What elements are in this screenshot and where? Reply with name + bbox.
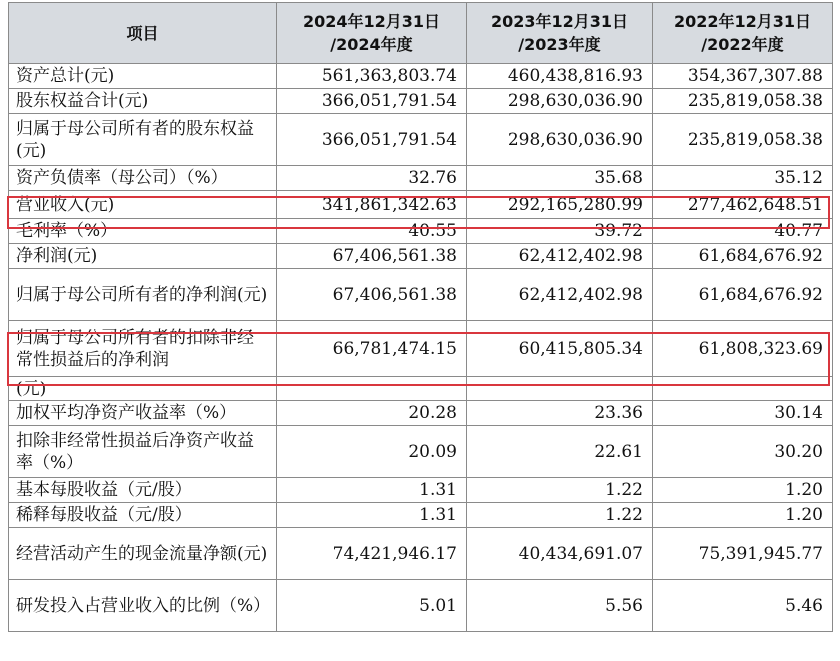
table-row-highlighted [9, 321, 833, 377]
table-row [9, 269, 833, 321]
value-2022: 1.20 [653, 478, 833, 503]
value-2023: 62,412,402.98 [467, 244, 653, 269]
header-2024-text: 2024年12月31日 /2024年度 [302, 12, 441, 54]
value-2023: 22.61 [467, 426, 653, 478]
row-label: 营业收入(元) [9, 191, 277, 219]
row-label: 净利润(元) [9, 244, 277, 269]
value-2023: 292,165,280.99 [467, 191, 653, 219]
value-2024: 74,421,946.17 [277, 528, 467, 580]
row-label: 扣除非经常性损益后净资产收益率（%） [9, 426, 277, 478]
value-2022: 1.20 [653, 503, 833, 528]
value-2022: 235,819,058.38 [653, 89, 833, 114]
value-2023: 298,630,036.90 [467, 89, 653, 114]
header-2023-text: 2023年12月31日 /2023年度 [490, 12, 629, 54]
value-2024: 366,051,791.54 [277, 89, 467, 114]
header-2022-text: 2022年12月31日 /2022年度 [673, 12, 812, 54]
row-label: 股东权益合计(元) [9, 89, 277, 114]
table-row [9, 478, 833, 503]
value-2023: 40,434,691.07 [467, 528, 653, 580]
value-2022: 61,684,676.92 [653, 244, 833, 269]
table-row [9, 89, 833, 114]
row-label: 归属于母公司所有者的净利润(元) [9, 269, 277, 321]
header-row [9, 3, 833, 64]
row-label: 经营活动产生的现金流量净额(元) [9, 528, 277, 580]
header-item-text: 项目 [126, 23, 159, 43]
value-2022: 35.12 [653, 166, 833, 191]
value-2022: 30.14 [653, 401, 833, 426]
value-2024: 366,051,791.54 [277, 114, 467, 166]
value-2023: 5.56 [467, 580, 653, 632]
financial-table [8, 2, 833, 632]
value-2022: 40.77 [653, 219, 833, 244]
value-2024: 561,363,803.74 [277, 64, 467, 89]
header-item [9, 3, 277, 64]
row-label: 毛利率（%） [9, 219, 277, 244]
row-label: 稀释每股收益（元/股） [9, 503, 277, 528]
value-2022: 61,808,323.69 [653, 321, 833, 377]
value-2024 [277, 377, 467, 401]
table-row [9, 244, 833, 269]
value-2024: 32.76 [277, 166, 467, 191]
value-2022: 235,819,058.38 [653, 114, 833, 166]
value-2022: 30.20 [653, 426, 833, 478]
value-2022 [653, 377, 833, 401]
row-label: (元) [9, 377, 277, 401]
value-2023: 35.68 [467, 166, 653, 191]
value-2023: 62,412,402.98 [467, 269, 653, 321]
value-2022: 5.46 [653, 580, 833, 632]
value-2022: 75,391,945.77 [653, 528, 833, 580]
row-label: 研发投入占营业收入的比例（%） [9, 580, 277, 632]
row-label: 归属于母公司所有者的股东权益(元) [9, 114, 277, 166]
value-2022: 277,462,648.51 [653, 191, 833, 219]
row-label: 基本每股收益（元/股） [9, 478, 277, 503]
value-2023: 60,415,805.34 [467, 321, 653, 377]
table-row [9, 580, 833, 632]
value-2024: 1.31 [277, 503, 467, 528]
value-2023 [467, 377, 653, 401]
table-row [9, 166, 833, 191]
row-label: 加权平均净资产收益率（%） [9, 401, 277, 426]
row-label: 归属于母公司所有者的扣除非经常性损益后的净利润 [9, 321, 277, 377]
value-2023: 39.72 [467, 219, 653, 244]
value-2023: 23.36 [467, 401, 653, 426]
value-2024: 67,406,561.38 [277, 269, 467, 321]
value-2023: 298,630,036.90 [467, 114, 653, 166]
value-2022: 354,367,307.88 [653, 64, 833, 89]
value-2023: 460,438,816.93 [467, 64, 653, 89]
header-2022 [653, 3, 833, 64]
value-2024: 40.55 [277, 219, 467, 244]
table-row [9, 401, 833, 426]
table-row [9, 219, 833, 244]
header-2024 [277, 3, 467, 64]
value-2024: 66,781,474.15 [277, 321, 467, 377]
table-row [9, 377, 833, 401]
value-2024: 1.31 [277, 478, 467, 503]
row-label: 资产总计(元) [9, 64, 277, 89]
table-row [9, 503, 833, 528]
header-2023 [467, 3, 653, 64]
value-2023: 1.22 [467, 503, 653, 528]
table-row [9, 64, 833, 89]
value-2024: 20.28 [277, 401, 467, 426]
value-2022: 61,684,676.92 [653, 269, 833, 321]
value-2024: 67,406,561.38 [277, 244, 467, 269]
value-2024: 20.09 [277, 426, 467, 478]
row-label: 资产负债率（母公司）（%） [9, 166, 277, 191]
table-row-highlighted [9, 191, 833, 219]
value-2024: 341,861,342.63 [277, 191, 467, 219]
table-row [9, 528, 833, 580]
table-row [9, 114, 833, 166]
table-row [9, 426, 833, 478]
value-2023: 1.22 [467, 478, 653, 503]
value-2024: 5.01 [277, 580, 467, 632]
